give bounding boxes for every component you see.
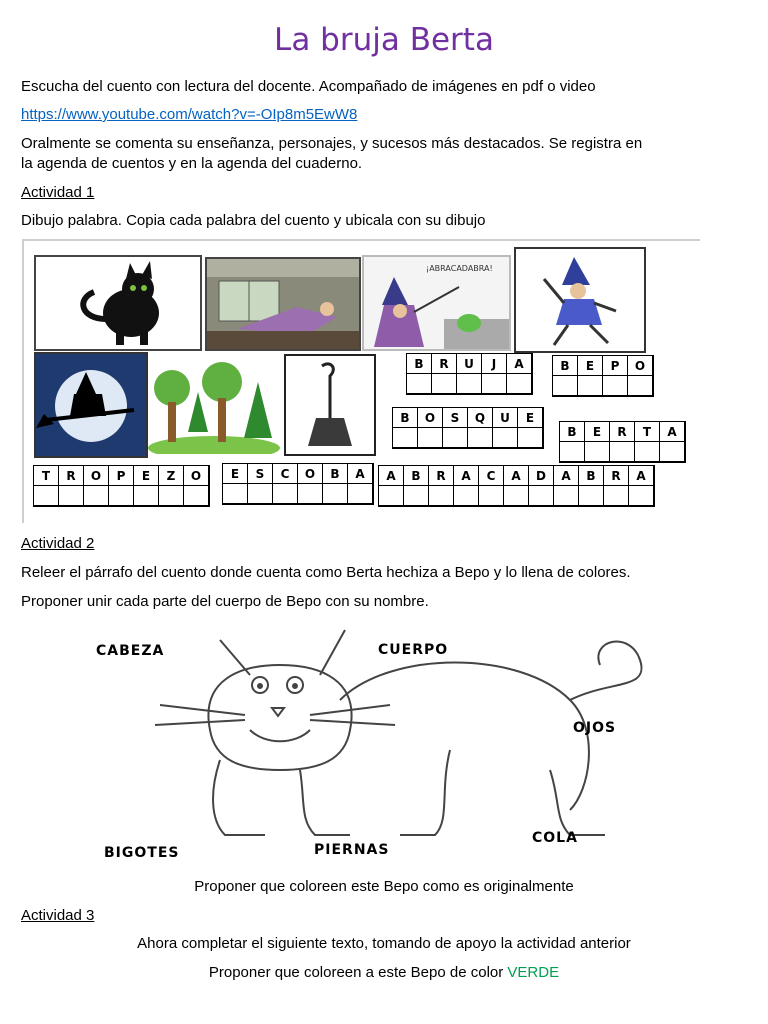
grid-blank-cell[interactable] — [507, 374, 532, 394]
witch-wand-picture — [362, 255, 511, 351]
grid-blank-cell[interactable] — [493, 428, 518, 448]
grid-letter: B — [579, 466, 604, 486]
grid-blank-cell[interactable] — [323, 484, 348, 504]
grid-letter: D — [529, 466, 554, 486]
activity-3-line-2 — [0, 963, 768, 983]
paragraph-line-2: la agenda de cuentos y en la agenda del cuaderno. — [21, 155, 363, 172]
grid-letter: B — [560, 422, 585, 442]
grid-letter: P — [603, 356, 628, 376]
grid-letter: B — [404, 466, 429, 486]
grid-letter: E — [578, 356, 603, 376]
grid-letter: J — [482, 354, 507, 374]
page-title: La bruja Berta — [274, 22, 494, 58]
grid-blank-cell[interactable] — [529, 486, 554, 506]
grid-letter: E — [223, 464, 248, 484]
grid-blank-cell[interactable] — [479, 486, 504, 506]
grid-blank-cell[interactable] — [454, 486, 479, 506]
word-grid-bepo — [552, 355, 654, 397]
activity-3-line-1: Ahora completar el siguiente texto, tomando de apoyo la actividad anterior — [137, 935, 631, 952]
grid-letter: Q — [468, 408, 493, 428]
label-cabeza: CABEZA — [96, 643, 165, 659]
broom-picture — [284, 354, 376, 456]
word-grid-berta — [559, 421, 686, 463]
word-grid-abracadabra — [378, 465, 655, 507]
video-link[interactable]: https://www.youtube.com/watch?v=-OIp8m5EwW8 — [21, 106, 358, 123]
grid-letter: O — [184, 466, 209, 486]
grid-blank-cell[interactable] — [59, 486, 84, 506]
witch-tripping-picture — [205, 257, 361, 351]
grid-letter: A — [554, 466, 579, 486]
grid-blank-cell[interactable] — [629, 486, 654, 506]
grid-letter: O — [84, 466, 109, 486]
grid-blank-cell[interactable] — [109, 486, 134, 506]
grid-letter: R — [604, 466, 629, 486]
grid-letter: A — [629, 466, 654, 486]
grid-letter: O — [298, 464, 323, 484]
word-grid-tropezo — [33, 465, 210, 507]
grid-letter: R — [429, 466, 454, 486]
grid-letter: U — [493, 408, 518, 428]
grid-letter: P — [109, 466, 134, 486]
grid-blank-cell[interactable] — [603, 376, 628, 396]
grid-letter: A — [660, 422, 685, 442]
grid-blank-cell[interactable] — [134, 486, 159, 506]
grid-letter: O — [628, 356, 653, 376]
grid-blank-cell[interactable] — [560, 442, 585, 462]
grid-blank-cell[interactable] — [554, 486, 579, 506]
grid-letter: A — [507, 354, 532, 374]
intro-text: Escucha del cuento con lectura del docente. Acompañado de imágenes en pdf o video — [21, 78, 596, 95]
grid-blank-cell[interactable] — [553, 376, 578, 396]
grid-letter: A — [379, 466, 404, 486]
grid-blank-cell[interactable] — [482, 374, 507, 394]
grid-blank-cell[interactable] — [604, 486, 629, 506]
grid-blank-cell[interactable] — [223, 484, 248, 504]
grid-blank-cell[interactable] — [628, 376, 653, 396]
grid-letter: T — [635, 422, 660, 442]
grid-letter: R — [59, 466, 84, 486]
grid-letter: E — [134, 466, 159, 486]
grid-blank-cell[interactable] — [504, 486, 529, 506]
grid-letter: R — [610, 422, 635, 442]
color-word-verde: VERDE — [507, 964, 560, 981]
grid-blank-cell[interactable] — [393, 428, 418, 448]
grid-blank-cell[interactable] — [348, 484, 373, 504]
grid-blank-cell[interactable] — [418, 428, 443, 448]
activity-2-heading: Actividad 2 — [21, 535, 95, 552]
activity-2-caption: Proponer que coloreen este Bepo como es originalmente — [194, 878, 574, 895]
grid-letter: B — [393, 408, 418, 428]
grid-blank-cell[interactable] — [432, 374, 457, 394]
grid-blank-cell[interactable] — [248, 484, 273, 504]
grid-blank-cell[interactable] — [379, 486, 404, 506]
svg-text:¡ABRACADABRA!: ¡ABRACADABRA! — [426, 264, 493, 273]
label-cuerpo: CUERPO — [378, 642, 449, 658]
grid-letter: B — [553, 356, 578, 376]
grid-blank-cell[interactable] — [298, 484, 323, 504]
grid-blank-cell[interactable] — [610, 442, 635, 462]
grid-blank-cell[interactable] — [518, 428, 543, 448]
grid-blank-cell[interactable] — [184, 486, 209, 506]
grid-blank-cell[interactable] — [468, 428, 493, 448]
grid-letter: U — [457, 354, 482, 374]
activity-2-line-1: Releer el párrafo del cuento donde cuenta como Berta hechiza a Bepo y lo llena de colores. — [21, 564, 631, 581]
grid-letter: A — [454, 466, 479, 486]
grid-letter: T — [34, 466, 59, 486]
witch-dancing-picture — [514, 247, 646, 353]
grid-blank-cell[interactable] — [34, 486, 59, 506]
grid-blank-cell[interactable] — [443, 428, 468, 448]
grid-letter: C — [273, 464, 298, 484]
label-piernas: PIERNAS — [314, 842, 390, 858]
grid-letter: B — [323, 464, 348, 484]
word-grid-bosque — [392, 407, 544, 449]
word-grid-escoba — [222, 463, 374, 505]
grid-letter: A — [348, 464, 373, 484]
grid-blank-cell[interactable] — [635, 442, 660, 462]
grid-letter: E — [585, 422, 610, 442]
activity-1-instruction: Dibujo palabra. Copia cada palabra del cuento y ubicala con su dibujo — [21, 212, 486, 229]
activity-1-heading: Actividad 1 — [21, 184, 95, 201]
grid-blank-cell[interactable] — [84, 486, 109, 506]
grid-blank-cell[interactable] — [585, 442, 610, 462]
grid-blank-cell[interactable] — [273, 484, 298, 504]
grid-blank-cell[interactable] — [159, 486, 184, 506]
grid-blank-cell[interactable] — [429, 486, 454, 506]
grid-letter: R — [432, 354, 457, 374]
grid-letter: Z — [159, 466, 184, 486]
grid-letter: O — [418, 408, 443, 428]
label-bigotes: BIGOTES — [104, 845, 180, 861]
activity-3-heading: Actividad 3 — [21, 907, 95, 924]
grid-letter: C — [479, 466, 504, 486]
grid-blank-cell[interactable] — [660, 442, 685, 462]
grid-letter: S — [248, 464, 273, 484]
word-grid-bruja — [406, 353, 533, 395]
activity-2-line-2: Proponer unir cada parte del cuerpo de Bepo con su nombre. — [21, 593, 429, 610]
grid-blank-cell[interactable] — [404, 486, 429, 506]
grid-blank-cell[interactable] — [579, 486, 604, 506]
activity-3-line-2-text: Proponer que coloreen a este Bepo de color — [208, 964, 508, 981]
grid-letter: S — [443, 408, 468, 428]
label-ojos: OJOS — [573, 720, 617, 736]
paragraph-line-1: Oralmente se comenta su enseñanza, personajes, y sucesos más destacados. Se registra en — [21, 135, 643, 152]
grid-letter: A — [504, 466, 529, 486]
label-cola: COLA — [532, 830, 578, 846]
grid-blank-cell[interactable] — [578, 376, 603, 396]
grid-blank-cell[interactable] — [407, 374, 432, 394]
grid-blank-cell[interactable] — [457, 374, 482, 394]
forest-picture — [148, 352, 280, 454]
grid-letter: E — [518, 408, 543, 428]
black-cat-picture — [34, 255, 202, 351]
witch-on-broom-picture — [34, 352, 148, 458]
grid-letter: B — [407, 354, 432, 374]
